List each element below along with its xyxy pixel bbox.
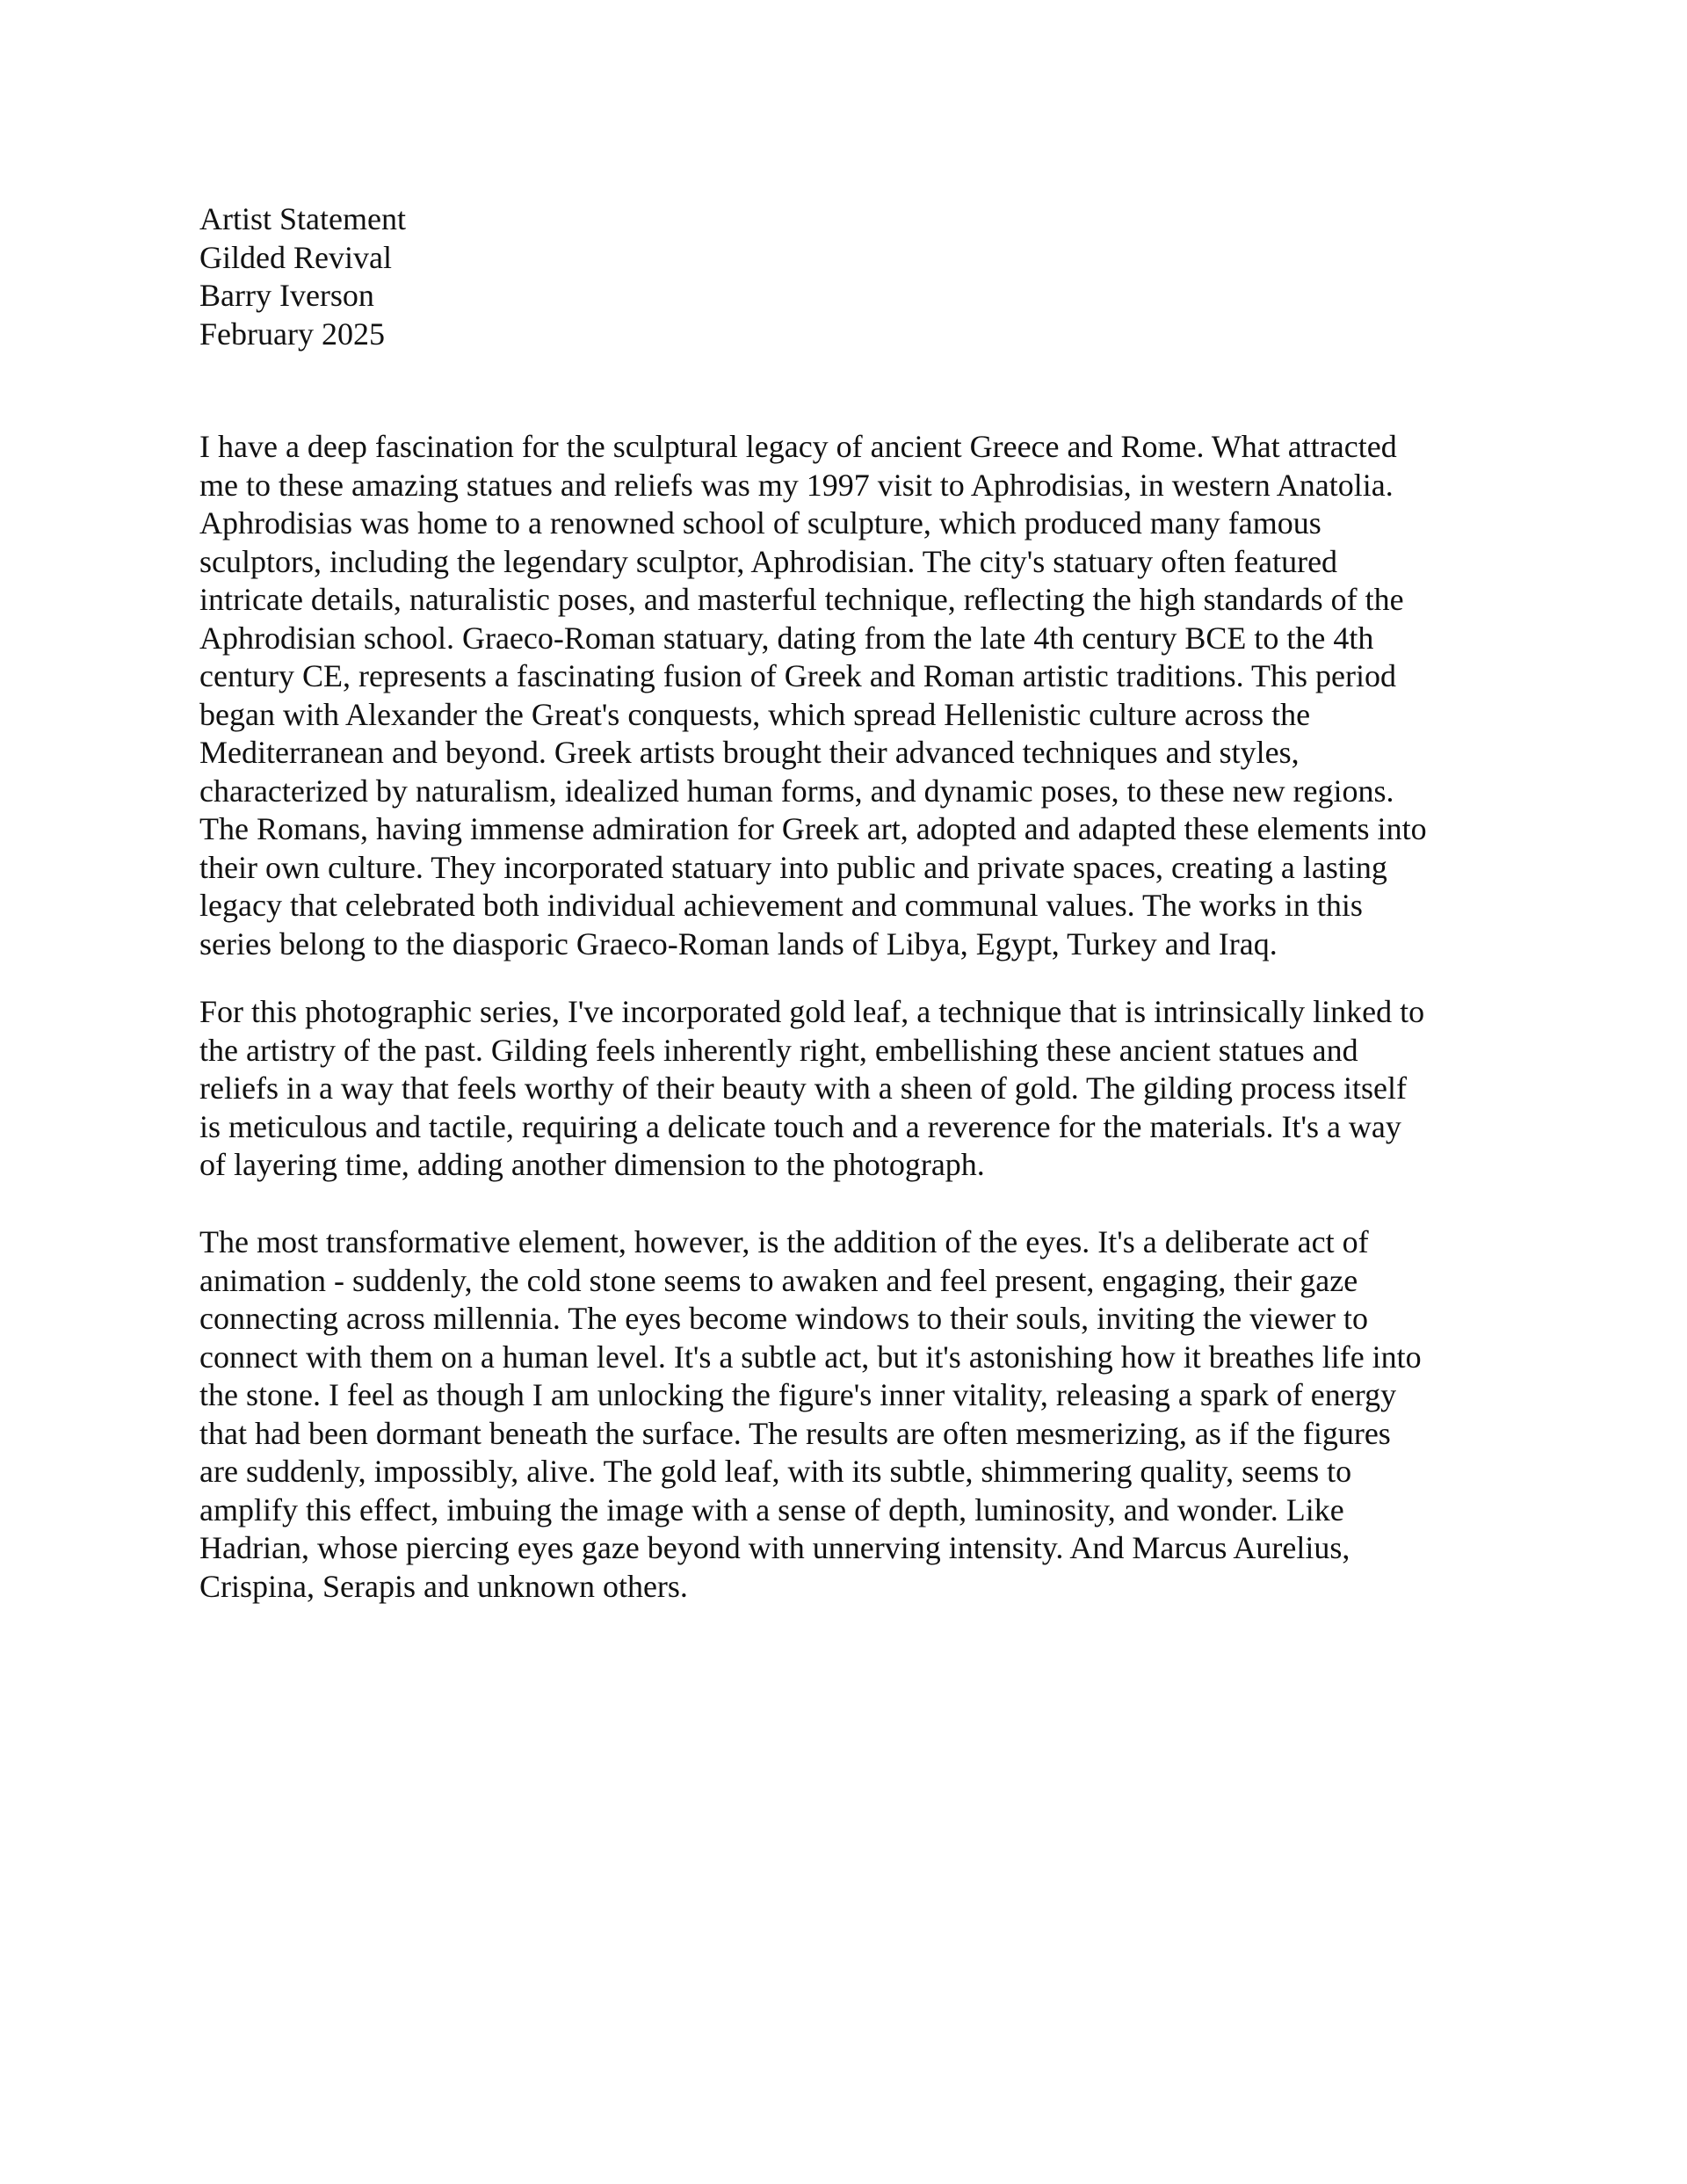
paragraph-line: sculptors, including the legendary sculptor, Aphrodisian. The city's statuary often featured <box>199 543 1338 579</box>
paragraph-eyes <box>199 1223 1517 1606</box>
paragraph-line: connect with them on a human level. It's a subtle act, but it's astonishing how it breathes life into <box>199 1339 1422 1375</box>
paragraph-line: me to these amazing statues and reliefs was my 1997 visit to Aphrodisias, in western Anatolia. <box>199 467 1394 503</box>
paragraph-line: Aphrodisian school. Graeco-Roman statuary, dating from the late 4th century BCE to the 4th <box>199 620 1374 656</box>
paragraph-line: of layering time, adding another dimension to the photograph. <box>199 1147 985 1182</box>
paragraph-line: Mediterranean and beyond. Greek artists brought their advanced techniques and styles, <box>199 735 1300 770</box>
paragraph-line: are suddenly, impossibly, alive. The gold leaf, with its subtle, shimmering quality, seems to <box>199 1454 1352 1489</box>
paragraph-line: Crispina, Serapis and unknown others. <box>199 1568 688 1604</box>
paragraph-intro <box>199 428 1517 963</box>
paragraph-line: that had been dormant beneath the surface. The results are often mesmerizing, as if the figures <box>199 1415 1391 1451</box>
paragraph-line: connecting across millennia. The eyes become windows to their souls, inviting the viewer to <box>199 1301 1369 1336</box>
paragraph-line: amplify this effect, imbuing the image with a sense of depth, luminosity, and wonder. Like <box>199 1491 1344 1527</box>
paragraph-line: series belong to the diasporic Graeco-Roman lands of Libya, Egypt, Turkey and Iraq. <box>199 925 1278 961</box>
paragraph-line: intricate details, naturalistic poses, and masterful technique, reflecting the high standards of the <box>199 582 1404 617</box>
paragraph-gilding <box>199 993 1517 1185</box>
paragraph-line: Hadrian, whose piercing eyes gaze beyond with unnerving intensity. And Marcus Aurelius, <box>199 1530 1350 1565</box>
document-title: Artist Statement <box>199 201 406 236</box>
paragraph-line: century CE, represents a fascinating fusion of Greek and Roman artistic traditions. This period <box>199 658 1396 693</box>
paragraph-line: Aphrodisias was home to a renowned school of sculpture, which produced many famous <box>199 505 1321 541</box>
paragraph-line: The Romans, having immense admiration for Greek art, adopted and adapted these elements into <box>199 811 1427 846</box>
paragraph-line: characterized by naturalism, idealized human forms, and dynamic poses, to these new regions. <box>199 773 1394 809</box>
paragraph-line: animation - suddenly, the cold stone seems to awaken and feel present, engaging, their gaze <box>199 1262 1358 1298</box>
document-header <box>199 200 1517 353</box>
author-name: Barry Iverson <box>199 278 374 313</box>
paragraph-line: began with Alexander the Great's conquests, which spread Hellenistic culture across the <box>199 696 1311 732</box>
paragraph-line: is meticulous and tactile, requiring a delicate touch and a reverence for the materials. It's a way <box>199 1108 1401 1144</box>
paragraph-line: the stone. I feel as though I am unlocking the figure's inner vitality, releasing a spark of energy <box>199 1377 1397 1412</box>
paragraph-line: The most transformative element, however, is the addition of the eyes. It's a deliberate act of <box>199 1224 1369 1259</box>
paragraph-line: the artistry of the past. Gilding feels inherently right, embellishing these ancient statues and <box>199 1032 1358 1068</box>
paragraph-line: For this photographic series, I've incorporated gold leaf, a technique that is intrinsically linked to <box>199 994 1425 1029</box>
paragraph-line: legacy that celebrated both individual achievement and communal values. The works in this <box>199 888 1363 923</box>
paragraph-line: I have a deep fascination for the sculptural legacy of ancient Greece and Rome. What attracted <box>199 429 1397 464</box>
paragraph-line: their own culture. They incorporated statuary into public and private spaces, creating a lasting <box>199 849 1387 885</box>
paragraph-line: reliefs in a way that feels worthy of their beauty with a sheen of gold. The gilding process itself <box>199 1070 1407 1106</box>
series-name: Gilded Revival <box>199 239 392 275</box>
document-date: February 2025 <box>199 316 385 352</box>
